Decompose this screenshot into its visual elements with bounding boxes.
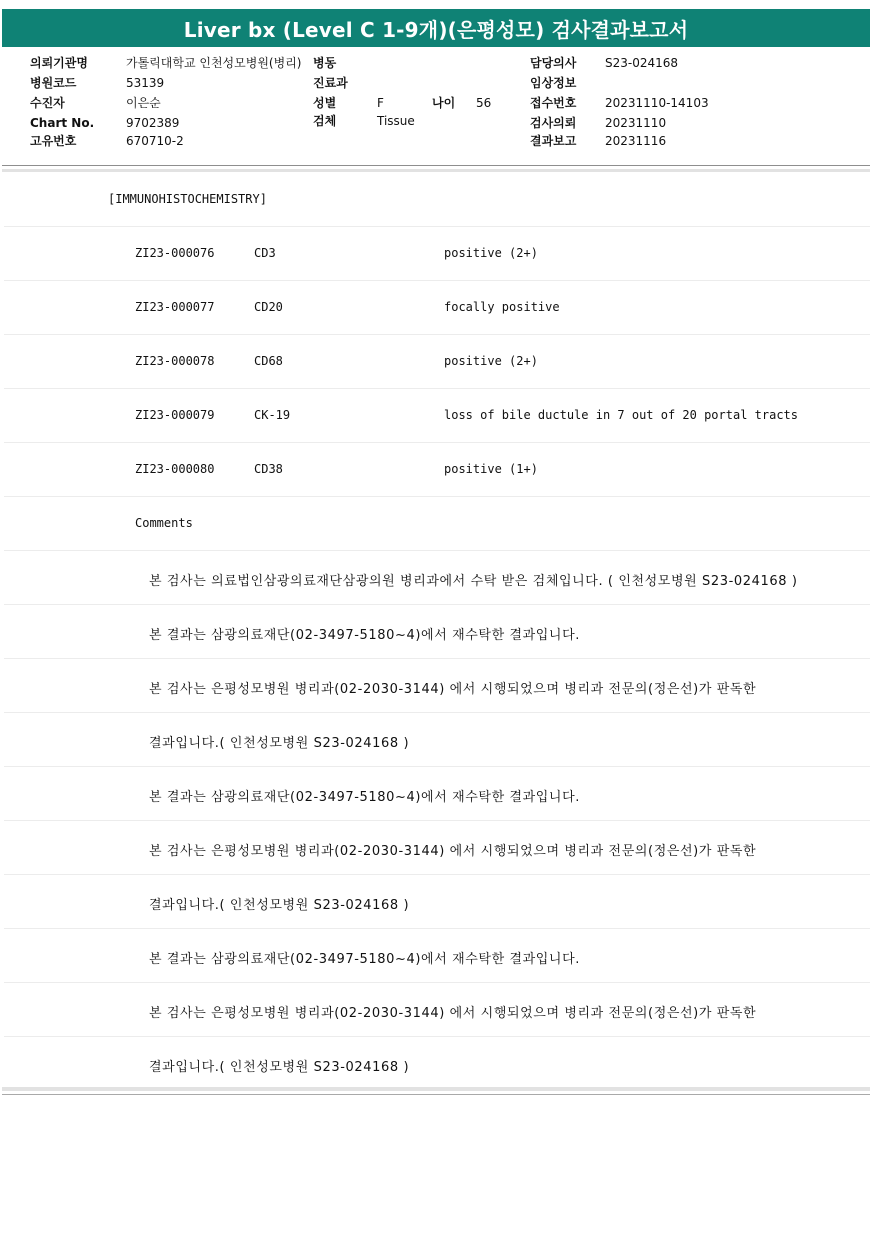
result-value: positive (2+) xyxy=(444,354,538,368)
patient-info-header xyxy=(2,47,870,166)
comment-line xyxy=(4,604,870,659)
table-row xyxy=(4,226,870,281)
department-label: 진료과 xyxy=(313,76,348,90)
request-date-value: 20231110 xyxy=(605,116,667,130)
unique-id-label: 고유번호 xyxy=(30,134,77,148)
doctor-label: 담당의사 xyxy=(530,56,577,70)
comment-text: 결과입니다.( 인천성모병원 S23-024168 ) xyxy=(149,898,410,913)
comment-line xyxy=(4,982,870,1037)
clinical-info-label: 임상정보 xyxy=(530,76,577,90)
patient-value: 이은순 xyxy=(126,96,161,110)
receipt-no-value: 20231110-14103 xyxy=(605,96,709,110)
table-row xyxy=(4,334,870,389)
result-code: ZI23-000080 xyxy=(135,462,215,476)
receipt-no-label: 접수번호 xyxy=(530,96,577,110)
comment-text: 본 검사는 은평성모병원 병리과(02-2030-3144) 에서 시행되었으며 병리과 전문의(정은선)가 판독한 xyxy=(149,1006,757,1021)
comment-text: 본 결과는 삼광의료재단(02-3497-5180~4)에서 재수탁한 결과입니다. xyxy=(149,952,580,967)
specimen-label: 검체 xyxy=(313,114,337,128)
request-date-label: 검사의뢰 xyxy=(530,116,577,130)
comment-line xyxy=(4,712,870,767)
result-value: positive (2+) xyxy=(444,246,538,260)
result-value: focally positive xyxy=(444,300,560,314)
report-title: Liver bx (Level C 1-9개)(은평성모) 검사결과보고서 xyxy=(2,9,870,47)
result-marker: CK-19 xyxy=(254,408,291,422)
result-value: loss of bile ductule in 7 out of 20 portal tracts xyxy=(444,408,799,422)
section-heading-row xyxy=(4,172,870,227)
comment-line xyxy=(4,1036,870,1090)
age-label: 나이 xyxy=(432,96,456,110)
comment-line xyxy=(4,766,870,821)
chart-no-value: 9702389 xyxy=(126,116,180,130)
comment-line xyxy=(4,550,870,605)
report-date-value: 20231116 xyxy=(605,134,667,148)
table-row xyxy=(4,280,870,335)
comments-heading-row xyxy=(4,496,870,551)
divider xyxy=(2,1087,870,1091)
table-row xyxy=(4,442,870,497)
result-code: ZI23-000077 xyxy=(135,300,215,314)
sex-label: 성별 xyxy=(313,96,337,110)
comment-line xyxy=(4,820,870,875)
result-marker: CD68 xyxy=(254,354,283,368)
institution-label: 의뢰기관명 xyxy=(30,56,88,70)
comment-text: 본 검사는 은평성모병원 병리과(02-2030-3144) 에서 시행되었으며 병리과 전문의(정은선)가 판독한 xyxy=(149,844,757,859)
institution-value: 가톨릭대학교 인천성모병원(병리) xyxy=(126,56,302,70)
ward-label: 병동 xyxy=(313,56,337,70)
comment-text: 본 결과는 삼광의료재단(02-3497-5180~4)에서 재수탁한 결과입니다. xyxy=(149,790,580,805)
unique-id-value: 670710-2 xyxy=(126,134,184,148)
doctor-value: S23-024168 xyxy=(605,56,679,70)
sex-value: F xyxy=(377,96,384,110)
comment-text: 결과입니다.( 인천성모병원 S23-024168 ) xyxy=(149,1060,410,1075)
hospital-code-label: 병원코드 xyxy=(30,76,77,90)
comment-text: 본 검사는 은평성모병원 병리과(02-2030-3144) 에서 시행되었으며 병리과 전문의(정은선)가 판독한 xyxy=(149,682,757,697)
specimen-value: Tissue xyxy=(377,114,415,128)
comment-text: 결과입니다.( 인천성모병원 S23-024168 ) xyxy=(149,736,410,751)
comment-line xyxy=(4,928,870,983)
result-code: ZI23-000076 xyxy=(135,246,215,260)
hospital-code-value: 53139 xyxy=(126,76,165,90)
result-code: ZI23-000078 xyxy=(135,354,215,368)
result-marker: CD20 xyxy=(254,300,283,314)
report-body xyxy=(2,169,870,1095)
chart-no-label: Chart No. xyxy=(30,116,95,130)
comment-line xyxy=(4,658,870,713)
comment-line xyxy=(4,874,870,929)
patient-label: 수진자 xyxy=(30,96,65,110)
result-code: ZI23-000079 xyxy=(135,408,215,422)
comments-label: Comments xyxy=(135,516,193,530)
comment-text: 본 검사는 의료법인삼광의료재단삼광의원 병리과에서 수탁 받은 검체입니다. ( 인천성모병원 S23-024168 ) xyxy=(149,574,798,589)
report-date-label: 결과보고 xyxy=(530,134,577,148)
result-marker: CD38 xyxy=(254,462,283,476)
table-row xyxy=(4,388,870,443)
age-value: 56 xyxy=(476,96,492,110)
result-marker: CD3 xyxy=(254,246,276,260)
result-value: positive (1+) xyxy=(444,462,538,476)
comment-text: 본 결과는 삼광의료재단(02-3497-5180~4)에서 재수탁한 결과입니다. xyxy=(149,628,580,643)
section-heading: [IMMUNOHISTOCHEMISTRY] xyxy=(108,192,267,206)
